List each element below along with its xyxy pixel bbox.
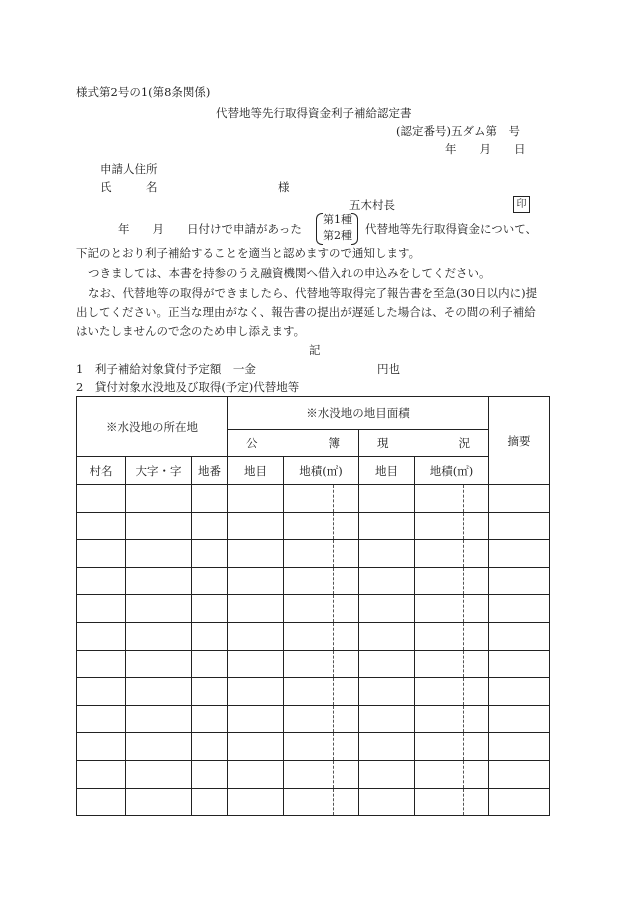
ledger-category-cell[interactable]	[228, 678, 284, 706]
lot-cell[interactable]	[192, 622, 228, 650]
remarks-cell[interactable]	[489, 595, 550, 623]
col-ledger-area: 地積(㎡)	[284, 457, 359, 485]
form-number: 様式第2号の1(第8条関係)	[76, 85, 211, 99]
ledger-area-int-cell[interactable]	[284, 540, 334, 568]
current-area-int-cell[interactable]	[415, 705, 464, 733]
current-category-cell[interactable]	[359, 760, 415, 788]
kind-2-option: 第2種	[323, 229, 352, 242]
land-list-label: 2 貸付対象水没地及び取得(予定)代替地等	[76, 380, 300, 394]
aza-cell[interactable]	[126, 540, 192, 568]
ledger-area-int-cell[interactable]	[284, 485, 334, 513]
ledger-area-dec-cell[interactable]	[334, 733, 359, 761]
ledger-area-dec-cell[interactable]	[334, 567, 359, 595]
current-area-dec-cell[interactable]	[464, 622, 489, 650]
village-cell[interactable]	[77, 788, 126, 816]
area-header: ※水没地の地目面積	[228, 397, 489, 430]
application-date-text: 年 月 日付けで申請があった	[118, 222, 302, 236]
lot-cell[interactable]	[192, 760, 228, 788]
remarks-cell[interactable]	[489, 485, 550, 513]
lot-cell[interactable]	[192, 733, 228, 761]
village-cell[interactable]	[77, 622, 126, 650]
lot-cell[interactable]	[192, 678, 228, 706]
table-row	[77, 705, 550, 733]
ledger-area-dec-cell[interactable]	[334, 760, 359, 788]
current-category-cell[interactable]	[359, 650, 415, 678]
ledger-area-int-cell[interactable]	[284, 733, 334, 761]
report-instruction-line3: はいたしませんので念のため申し添えます。	[76, 324, 306, 338]
ledger-area-int-cell[interactable]	[284, 622, 334, 650]
lot-cell[interactable]	[192, 512, 228, 540]
lot-cell[interactable]	[192, 595, 228, 623]
village-cell[interactable]	[77, 705, 126, 733]
aza-cell[interactable]	[126, 705, 192, 733]
table-row	[77, 485, 550, 513]
ledger-area-int-cell[interactable]	[284, 788, 334, 816]
remarks-cell[interactable]	[489, 567, 550, 595]
current-category-cell[interactable]	[359, 540, 415, 568]
current-category-cell[interactable]	[359, 705, 415, 733]
honorific-sama: 様	[278, 180, 290, 194]
ledger-area-dec-cell[interactable]	[334, 512, 359, 540]
remarks-cell[interactable]	[489, 788, 550, 816]
aza-cell[interactable]	[126, 622, 192, 650]
ledger-category-cell[interactable]	[228, 760, 284, 788]
ledger-category-cell[interactable]	[228, 595, 284, 623]
ledger-area-dec-cell[interactable]	[334, 650, 359, 678]
aza-cell[interactable]	[126, 760, 192, 788]
ledger-area-int-cell[interactable]	[284, 705, 334, 733]
col-village: 村名	[77, 457, 126, 485]
kind-1-option: 第1種	[323, 213, 352, 226]
village-cell[interactable]	[77, 650, 126, 678]
table-row	[77, 733, 550, 761]
village-cell[interactable]	[77, 733, 126, 761]
ledger-header: 公 簿	[228, 430, 359, 457]
col-lot-number: 地番	[192, 457, 228, 485]
current-area-dec-cell[interactable]	[464, 540, 489, 568]
table-row	[77, 678, 550, 706]
lot-cell[interactable]	[192, 650, 228, 678]
current-area-dec-cell[interactable]	[464, 512, 489, 540]
current-area-int-cell[interactable]	[415, 788, 464, 816]
col-aza: 大字・字	[126, 457, 192, 485]
current-category-cell[interactable]	[359, 733, 415, 761]
current-area-int-cell[interactable]	[415, 485, 464, 513]
ledger-category-cell[interactable]	[228, 485, 284, 513]
remarks-cell[interactable]	[489, 512, 550, 540]
certification-number: (認定番号)五ダム第 号	[396, 124, 520, 138]
current-area-dec-cell[interactable]	[464, 485, 489, 513]
ledger-area-int-cell[interactable]	[284, 567, 334, 595]
current-area-int-cell[interactable]	[415, 650, 464, 678]
loan-instruction-text: つきましては、本書を持参のうえ融資機関へ借入れの申込みをしてください。	[88, 266, 491, 280]
table-row	[77, 622, 550, 650]
village-cell[interactable]	[77, 567, 126, 595]
current-area-dec-cell[interactable]	[464, 733, 489, 761]
aza-cell[interactable]	[126, 512, 192, 540]
lot-cell[interactable]	[192, 705, 228, 733]
lot-cell[interactable]	[192, 540, 228, 568]
current-header: 現 況	[359, 430, 489, 457]
col-current-area: 地積(㎡)	[415, 457, 489, 485]
aza-cell[interactable]	[126, 567, 192, 595]
issue-date: 年 月 日	[445, 142, 526, 156]
current-area-int-cell[interactable]	[415, 760, 464, 788]
table-row	[77, 760, 550, 788]
ledger-area-int-cell[interactable]	[284, 595, 334, 623]
ledger-area-dec-cell[interactable]	[334, 485, 359, 513]
ledger-area-int-cell[interactable]	[284, 512, 334, 540]
table-row	[77, 595, 550, 623]
table-row	[77, 512, 550, 540]
report-instruction-line2: 出してください。正当な理由がなく、報告書の提出が遅延した場合は、その間の利子補給	[76, 305, 536, 319]
ledger-area-int-cell[interactable]	[284, 760, 334, 788]
land-table	[76, 396, 550, 816]
current-area-dec-cell[interactable]	[464, 788, 489, 816]
remarks-header: 摘要	[489, 397, 550, 485]
loan-amount-label: 1 利子補給対象貸付予定額 一金	[76, 362, 256, 376]
aza-cell[interactable]	[126, 485, 192, 513]
remarks-cell[interactable]	[489, 705, 550, 733]
ledger-area-int-cell[interactable]	[284, 650, 334, 678]
applicant-name-label: 氏 名	[100, 180, 158, 194]
ledger-category-cell[interactable]	[228, 650, 284, 678]
current-category-cell[interactable]	[359, 512, 415, 540]
table-row	[77, 540, 550, 568]
col-ledger-category: 地目	[228, 457, 284, 485]
remarks-cell[interactable]	[489, 760, 550, 788]
current-category-cell[interactable]	[359, 622, 415, 650]
current-area-dec-cell[interactable]	[464, 760, 489, 788]
remarks-cell[interactable]	[489, 650, 550, 678]
current-category-cell[interactable]	[359, 595, 415, 623]
aza-cell[interactable]	[126, 595, 192, 623]
fund-name-text: 代替地等先行取得資金について、	[365, 222, 538, 236]
current-area-int-cell[interactable]	[415, 595, 464, 623]
current-area-int-cell[interactable]	[415, 512, 464, 540]
loan-amount-unit: 円也	[377, 362, 400, 376]
aza-cell[interactable]	[126, 678, 192, 706]
table-row	[77, 567, 550, 595]
aza-cell[interactable]	[126, 788, 192, 816]
village-cell[interactable]	[77, 512, 126, 540]
aza-cell[interactable]	[126, 733, 192, 761]
village-cell[interactable]	[77, 595, 126, 623]
current-area-dec-cell[interactable]	[464, 705, 489, 733]
current-area-dec-cell[interactable]	[464, 567, 489, 595]
remarks-cell[interactable]	[489, 678, 550, 706]
ledger-area-dec-cell[interactable]	[334, 595, 359, 623]
village-cell[interactable]	[77, 540, 126, 568]
ledger-category-cell[interactable]	[228, 540, 284, 568]
lot-cell[interactable]	[192, 788, 228, 816]
current-area-int-cell[interactable]	[415, 678, 464, 706]
lot-cell[interactable]	[192, 567, 228, 595]
current-category-cell[interactable]	[359, 567, 415, 595]
lot-cell[interactable]	[192, 485, 228, 513]
ledger-area-dec-cell[interactable]	[334, 622, 359, 650]
current-area-int-cell[interactable]	[415, 567, 464, 595]
ledger-area-dec-cell[interactable]	[334, 678, 359, 706]
ledger-area-dec-cell[interactable]	[334, 705, 359, 733]
ledger-category-cell[interactable]	[228, 567, 284, 595]
table-row	[77, 788, 550, 816]
village-cell[interactable]	[77, 760, 126, 788]
current-category-cell[interactable]	[359, 678, 415, 706]
remarks-cell[interactable]	[489, 733, 550, 761]
ledger-area-dec-cell[interactable]	[334, 540, 359, 568]
current-area-int-cell[interactable]	[415, 540, 464, 568]
ledger-area-int-cell[interactable]	[284, 678, 334, 706]
current-area-dec-cell[interactable]	[464, 678, 489, 706]
aza-cell[interactable]	[126, 650, 192, 678]
fund-kind-brace	[316, 213, 358, 245]
issuer-name: 五木村長	[349, 198, 395, 212]
ledger-category-cell[interactable]	[228, 733, 284, 761]
current-area-int-cell[interactable]	[415, 622, 464, 650]
notification-text: 下記のとおり利子補給することを適当と認めますので通知します。	[76, 246, 421, 260]
current-area-dec-cell[interactable]	[464, 650, 489, 678]
ki-heading: 記	[309, 343, 321, 357]
remarks-cell[interactable]	[489, 540, 550, 568]
ledger-category-cell[interactable]	[228, 512, 284, 540]
current-category-cell[interactable]	[359, 485, 415, 513]
current-area-dec-cell[interactable]	[464, 595, 489, 623]
document-title: 代替地等先行取得資金利子補給認定書	[216, 106, 412, 120]
ledger-category-cell[interactable]	[228, 622, 284, 650]
current-area-int-cell[interactable]	[415, 733, 464, 761]
village-cell[interactable]	[77, 485, 126, 513]
report-instruction-line1: なお、代替地等の取得ができましたら、代替地等取得完了報告書を至急(30日以内に)提	[88, 286, 538, 300]
ledger-category-cell[interactable]	[228, 788, 284, 816]
ledger-category-cell[interactable]	[228, 705, 284, 733]
village-cell[interactable]	[77, 678, 126, 706]
remarks-cell[interactable]	[489, 622, 550, 650]
current-category-cell[interactable]	[359, 788, 415, 816]
ledger-area-dec-cell[interactable]	[334, 788, 359, 816]
col-current-category: 地目	[359, 457, 415, 485]
seal-box: 印	[513, 196, 530, 213]
location-header: ※水没地の所在地	[77, 397, 228, 457]
applicant-address-label: 申請人住所	[100, 162, 158, 176]
table-row	[77, 650, 550, 678]
